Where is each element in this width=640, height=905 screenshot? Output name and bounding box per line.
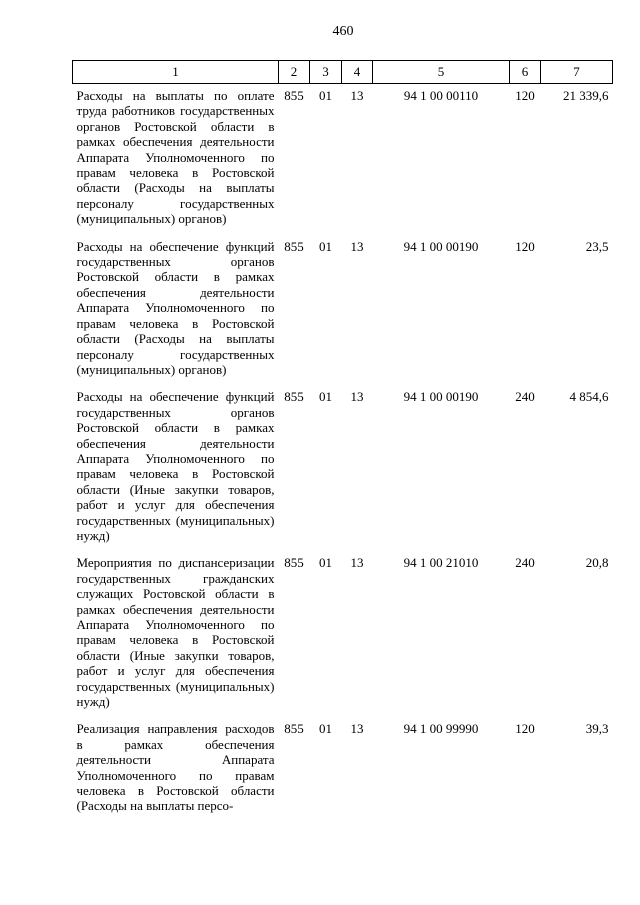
row-section-code: 01 — [319, 88, 332, 103]
table-row — [73, 717, 613, 821]
row-section-code: 01 — [319, 389, 332, 405]
row-amount: 20,8 — [585, 555, 609, 571]
row-description: Мероприятия по диспансеризации государственных гражданских служащих Ростовской области в рамках обеспечения деятельности Аппарата Уполномоченного по правам человека в Ростовской области (Иные закупки товаров, работ и услуг для обеспечения государственных (муниципальных) нужд) — [76, 555, 275, 710]
row-amount: 4 854,6 — [569, 389, 609, 405]
table-header-row — [73, 61, 613, 84]
table-row — [73, 385, 613, 551]
row-expense-type-code: 120 — [515, 88, 535, 103]
row-subsection-code: 13 — [350, 88, 364, 103]
row-section-code: 01 — [319, 721, 332, 737]
column-header: 6 — [510, 61, 541, 84]
row-target-code: 94 1 00 21010 — [403, 555, 479, 571]
row-target-code: 94 1 00 99990 — [403, 721, 479, 737]
row-section-code: 01 — [319, 555, 332, 571]
row-expense-type-code: 120 — [515, 721, 535, 737]
column-header: 1 — [73, 61, 279, 84]
column-header: 7 — [541, 61, 613, 84]
row-subsection-code: 13 — [350, 238, 364, 254]
page-number: 460 — [332, 24, 354, 39]
row-target-code: 94 1 00 00190 — [403, 389, 479, 405]
row-subsection-code: 13 — [350, 389, 364, 405]
table-row — [73, 551, 613, 717]
row-ministry-code: 855 — [284, 238, 304, 254]
row-target-code: 94 1 00 00190 — [403, 238, 479, 254]
row-amount: 39,3 — [585, 721, 609, 737]
row-ministry-code: 855 — [284, 389, 304, 405]
budget-table — [72, 60, 613, 822]
column-header: 2 — [279, 61, 310, 84]
table-row — [73, 235, 613, 386]
column-header: 5 — [373, 61, 510, 84]
row-description: Расходы на выплаты по оплате труда работников государственных органов Ростовской области в рамках обеспечения деятельности Аппарата Уполномоченного по правам человека в Ростовской области (Расходы на выплаты персоналу государственных (муниципальных) органов) — [76, 88, 275, 227]
row-expense-type-code: 120 — [515, 238, 535, 254]
row-subsection-code: 13 — [350, 721, 364, 737]
row-expense-type-code: 240 — [515, 389, 535, 405]
column-header: 3 — [310, 61, 342, 84]
row-target-code: 94 1 00 00110 — [403, 88, 479, 103]
row-subsection-code: 13 — [350, 555, 364, 571]
row-description: Расходы на обеспечение функций государственных органов Ростовской области в рамках обеспечения деятельности Аппарата Уполномоченного по правам человека в Ростовской области (Иные закупки товаров, работ и услуг для обеспечения государственных (муниципальных) нужд) — [76, 389, 275, 543]
column-header: 4 — [342, 61, 373, 84]
row-ministry-code: 855 — [284, 555, 304, 571]
row-amount: 21 339,6 — [563, 88, 609, 103]
row-amount: 23,5 — [585, 238, 609, 254]
row-ministry-code: 855 — [284, 88, 304, 103]
row-expense-type-code: 240 — [515, 555, 535, 571]
row-section-code: 01 — [319, 238, 332, 254]
row-description: Расходы на обеспечение функций государственных органов Ростовской области в рамках обеспечения деятельности Аппарата Уполномоченного по правам человека в Ростовской области (Расходы на выплаты персоналу государственных (муниципальных) органов) — [76, 238, 275, 377]
row-description: Реализация направления расходов в рамках обеспечения деятельности Аппарата Уполномоченного по правам человека в Ростовской области (Расходы на выплаты персо- — [76, 721, 275, 814]
table-row — [73, 84, 613, 235]
row-ministry-code: 855 — [284, 721, 304, 737]
